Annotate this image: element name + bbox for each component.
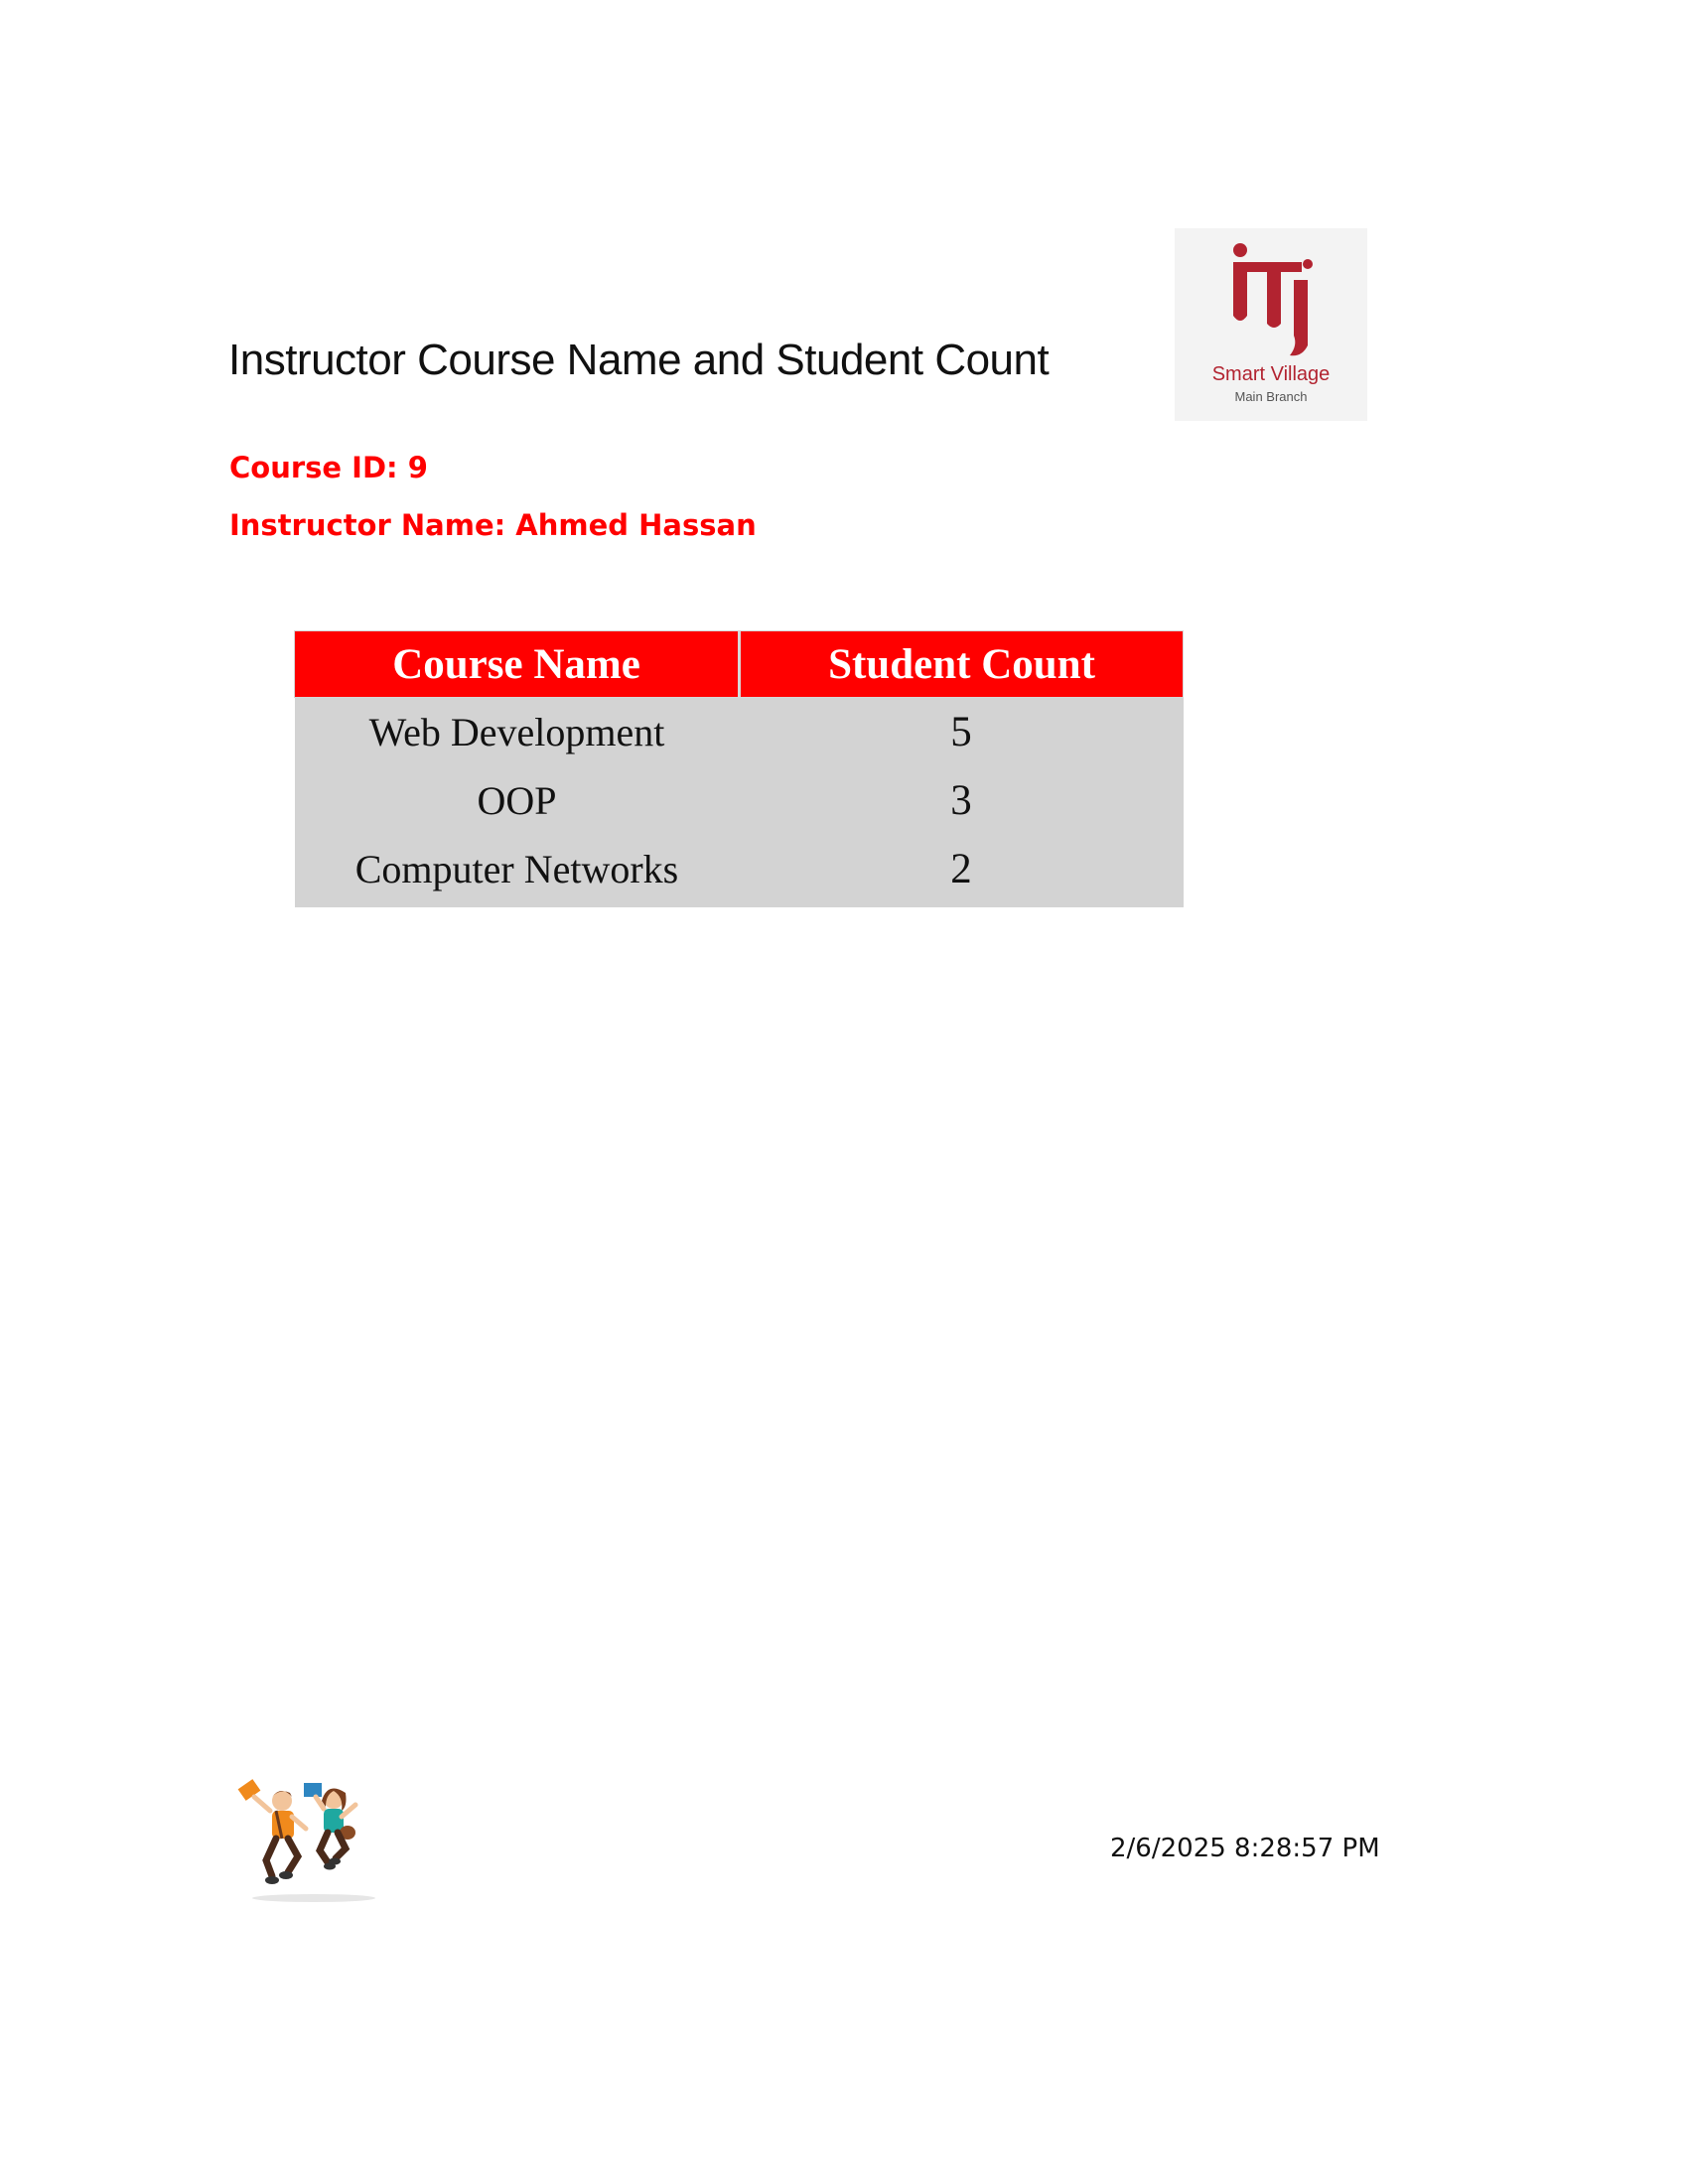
table-header-row	[295, 631, 1184, 698]
course-name-cell: Computer Networks	[295, 835, 740, 907]
table-row	[295, 766, 1184, 835]
header-student-count: Student Count	[740, 631, 1184, 698]
logo-subtitle: Main Branch	[1234, 389, 1308, 404]
students-jumping-icon	[236, 1777, 385, 1906]
student-count-cell: 3	[740, 766, 1184, 835]
iti-logo	[1175, 228, 1367, 421]
course-id: Course ID: 9	[229, 451, 428, 484]
student-count-cell: 2	[740, 835, 1184, 907]
logo-title: Smart Village	[1211, 363, 1331, 385]
course-name-cell: Web Development	[295, 698, 740, 767]
report-timestamp: 2/6/2025 8:28:57 PM	[1110, 1834, 1380, 1863]
header-course-name: Course Name	[295, 631, 740, 698]
table-row	[295, 698, 1184, 767]
report-title: Instructor Course Name and Student Count	[228, 336, 1050, 384]
table-row	[295, 835, 1184, 907]
student-count-cell: 5	[740, 698, 1184, 767]
students-illustration	[236, 1777, 385, 1906]
course-name-cell: OOP	[295, 766, 740, 835]
instructor-name: Instructor Name: Ahmed Hassan	[229, 508, 757, 542]
course-table	[294, 630, 1184, 907]
